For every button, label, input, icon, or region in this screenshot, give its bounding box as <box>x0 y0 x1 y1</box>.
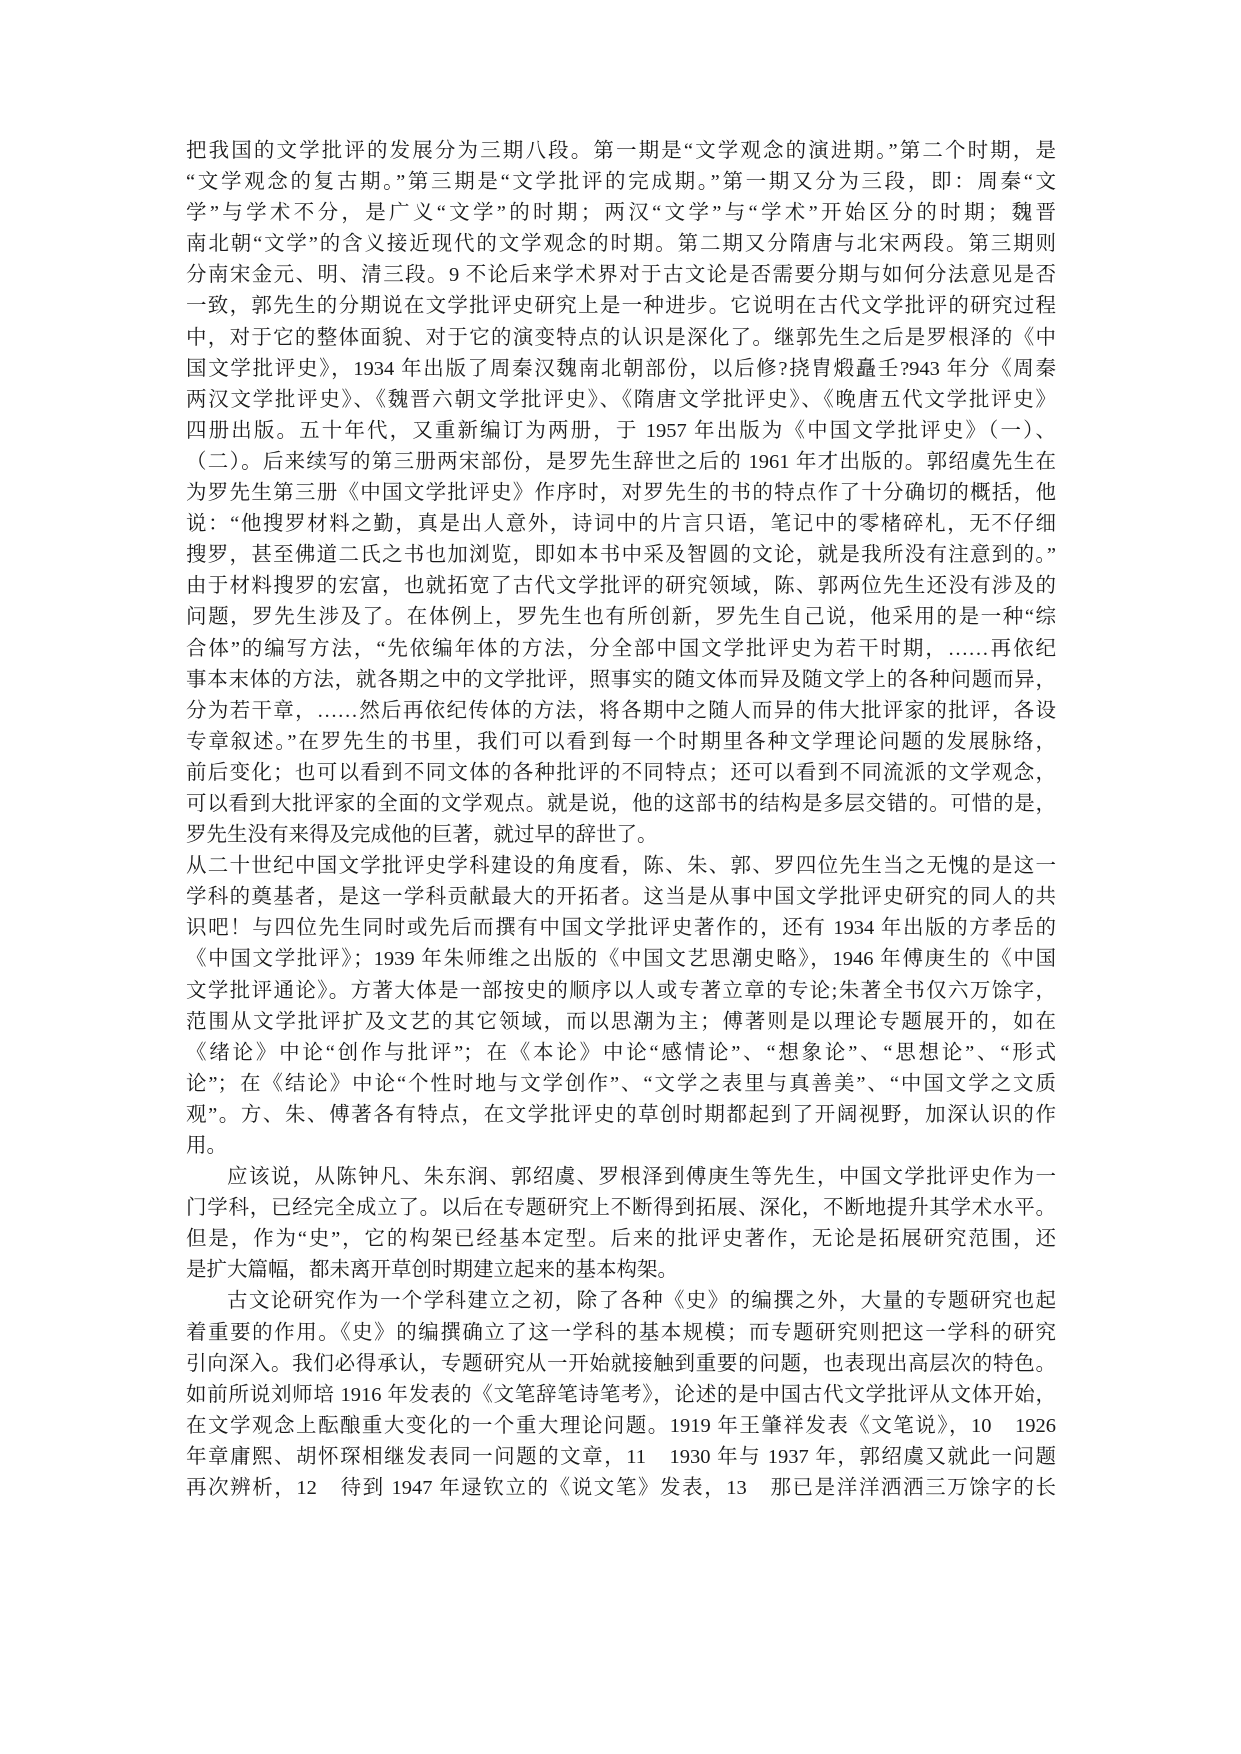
text-line: 范围从文学批评扩及文艺的其它领域，而以思潮为主；傅著则是以理论专题展开的，如在 <box>186 1010 1056 1033</box>
text-line: 专章叙述。”在罗先生的书里，我们可以看到每一个时期里各种文学理论问题的发展脉络， <box>186 730 1056 753</box>
text-line: 为罗先生第三册《中国文学批评史》作序时，对罗先生的书的特点作了十分确切的概括，他 <box>186 482 1056 505</box>
text-line: 应该说，从陈钟凡、朱东润、郭绍虞、罗根泽到傅庚生等先生，中国文学批评史作为一 <box>227 1166 1056 1189</box>
text-line: 事本末体的方法，就各期之中的文学批评，照事实的随文体而异及随文学上的各种问题而异， <box>186 668 1056 691</box>
text-line: 着重要的作用。《史》的编撰确立了这一学科的基本规模；而专题研究则把这一学科的研究 <box>186 1321 1056 1344</box>
text-line: “文学观念的复古期。”第三期是“文学批评的完成期。”第一期又分为三段，即：周秦“文 <box>186 171 1056 194</box>
text-line: 问题，罗先生涉及了。在体例上，罗先生也有所创新，罗先生自己说，他采用的是一种“综 <box>186 606 1056 629</box>
text-line: 引向深入。我们必得承认，专题研究从一开始就接触到重要的问题，也表现出高层次的特色。 <box>186 1352 1056 1375</box>
text-line: 是扩大篇幅，都未离开草创时期建立起来的基本构架。 <box>186 1259 678 1282</box>
text-line: 搜罗，甚至佛道二氏之书也加浏览，即如本书中采及智圆的文论，就是我所没有注意到的。” <box>186 544 1056 567</box>
text-line: 把我国的文学批评的发展分为三期八段。第一期是“文学观念的演进期。”第二个时期，是 <box>186 140 1056 162</box>
text-line: 分为若干章，……然后再依纪传体的方法，将各期中之随人而异的伟大批评家的批评，各设 <box>186 699 1056 722</box>
text-line: 学科的奠基者，是这一学科贡献最大的开拓者。这当是从事中国文学批评史研究的同人的共 <box>186 886 1056 909</box>
text-line: 罗先生没有来得及完成他的巨著，就过早的辞世了。 <box>186 824 658 847</box>
text-line: （二）。后来续写的第三册两宋部份，是罗先生辞世之后的 1961 年才出版的。郭绍虞先生在 <box>186 450 1056 473</box>
text-line: 学”与学术不分，是广义“文学”的时期；两汉“文学”与“学术”开始区分的时期；魏晋 <box>186 202 1056 225</box>
text-line: 《绪论》中论“创作与批评”；在《本论》中论“感情论”、“想象论”、“思想论”、“形式 <box>186 1041 1056 1064</box>
text-line: 《中国文学批评》；1939 年朱师维之出版的《中国文艺思潮史略》，1946 年傅庚生的《中国 <box>186 948 1056 971</box>
text-line: 南北朝“文学”的含义接近现代的文学观念的时期。第二期又分隋唐与北宋两段。第三期则 <box>186 233 1056 256</box>
text-line: 但是，作为“史”，它的构架已经基本定型。后来的批评史著作，无论是拓展研究范围，还 <box>186 1228 1056 1251</box>
paragraph <box>186 1162 1056 1286</box>
text-line: 四册出版。五十年代，又重新编订为两册，于 1957 年出版为《中国文学批评史》（一）、 <box>186 419 1056 442</box>
paragraph <box>186 1286 1056 1504</box>
text-line: 文学批评通论》。方著大体是一部按史的顺序以人或专著立章的专论;朱著全书仅六万馀字， <box>186 979 1056 1002</box>
text-line: 再次辨析，12 待到 1947 年逯钦立的《说文笔》发表，13 那已是洋洋洒洒三万馀字的长 <box>186 1477 1056 1500</box>
text-line: 前后变化；也可以看到不同文体的各种批评的不同特点；还可以看到不同流派的文学观念， <box>186 761 1056 784</box>
text-line: 古文论研究作为一个学科建立之初，除了各种《史》的编撰之外，大量的专题研究也起 <box>227 1290 1056 1313</box>
text-line: 合体”的编写方法，“先依编年体的方法，分全部中国文学批评史为若干时期，……再依纪 <box>186 637 1056 660</box>
text-line: 如前所说刘师培 1916 年发表的《文笔辞笔诗笔考》，论述的是中国古代文学批评从文体开始， <box>186 1383 1056 1406</box>
text-line: 两汉文学批评史》、《魏晋六朝文学批评史》、《隋唐文学批评史》、《晚唐五代文学批评史》 <box>186 388 1056 411</box>
text-line: 分南宋金元、明、清三段。9 不论后来学术界对于古文论是否需要分期与如何分法意见是否 <box>186 264 1056 287</box>
body-text <box>186 136 1056 1504</box>
text-line: 说：“他搜罗材料之勤，真是出人意外，诗词中的片言只语，笔记中的零楮碎札，无不仔细 <box>186 513 1056 536</box>
text-line: 一致，郭先生的分期说在文学批评史研究上是一种进步。它说明在古代文学批评的研究过程 <box>186 295 1056 318</box>
text-line: 用。 <box>186 1135 227 1157</box>
text-line: 国文学批评史》，1934 年出版了周秦汉魏南北朝部份，以后修?挠胄煅矗壬?943 年分《周秦 <box>186 357 1056 380</box>
text-line: 从二十世纪中国文学批评史学科建设的角度看，陈、朱、郭、罗四位先生当之无愧的是这一 <box>186 855 1056 878</box>
paragraph <box>186 851 1056 1162</box>
text-line: 中，对于它的整体面貌、对于它的演变特点的认识是深化了。继郭先生之后是罗根泽的《中 <box>186 326 1056 349</box>
paragraph <box>186 136 1056 851</box>
text-line: 可以看到大批评家的全面的文学观点。就是说，他的这部书的结构是多层交错的。可惜的是， <box>186 792 1056 815</box>
text-line: 识吧！与四位先生同时或先后而撰有中国文学批评史著作的，还有 1934 年出版的方孝岳的 <box>186 917 1056 940</box>
text-line: 论”；在《结论》中论“个性时地与文学创作”、“文学之表里与真善美”、“中国文学之文质 <box>186 1072 1056 1095</box>
text-line: 在文学观念上酝酿重大变化的一个重大理论问题。1919 年王肇祥发表《文笔说》，10 1926 <box>186 1414 1056 1437</box>
text-line: 观”。方、朱、傅著各有特点，在文学批评史的草创时期都起到了开阔视野，加深认识的作 <box>186 1103 1056 1126</box>
text-line: 由于材料搜罗的宏富，也就拓宽了古代文学批评的研究领域，陈、郭两位先生还没有涉及的 <box>186 575 1056 598</box>
text-line: 门学科，已经完全成立了。以后在专题研究上不断得到拓展、深化，不断地提升其学术水平。 <box>186 1197 1056 1220</box>
text-line: 年章庸熙、胡怀琛相继发表同一问题的文章，11 1930 年与 1937 年，郭绍虞又就此一问题 <box>186 1445 1056 1468</box>
